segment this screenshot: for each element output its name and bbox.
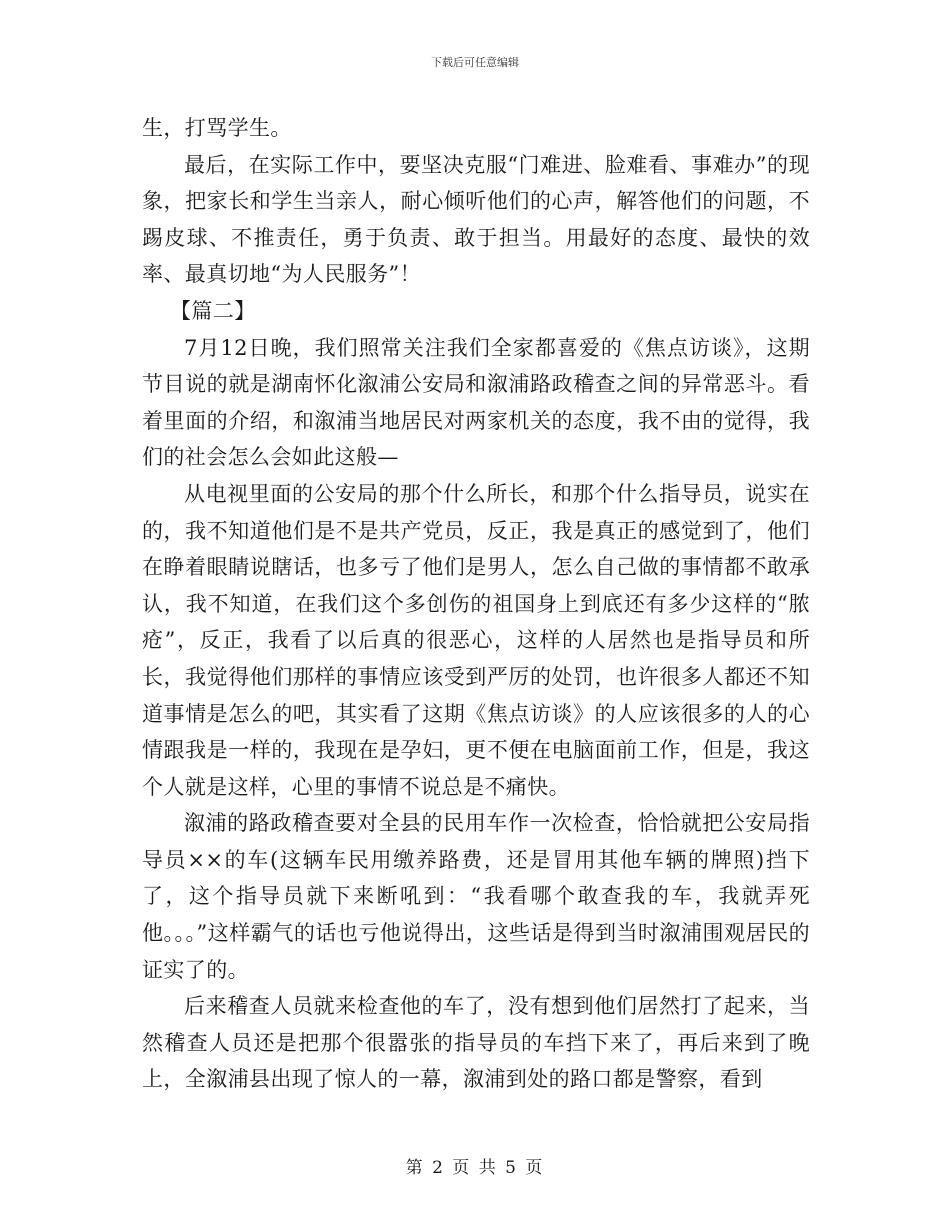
section-heading: 【篇二】: [170, 298, 256, 323]
paragraph: 从电视里面的公安局的那个什么所长，和那个什么指导员，说实在的，我不知道他们是不是共产党员，反正，我是真正的感觉到了，他们在睁着眼睛说瞎话，也多亏了他们是男人，怎么自己做的事情都不敢承认，我不知道，在我们这个多创伤的祖国身上到底还有多少这样的“脓疮”，反正，我看了以后真的很恶心，这样的人居然也是指导员和所长，我觉得他们那样的事情应该受到严厉的处罚，也许很多人都还不知道事情是怎么的吧，其实看了这期《焦点访谈》的人应该很多的人的心情跟我是一样的，我现在是孕妇，更不便在电脑面前工作，但是，我这个人就是这样，心里的事情不说总是不痛快。: [142, 481, 810, 799]
paragraph: 7月12日晚，我们照常关注我们全家都喜爱的《焦点访谈》，这期节目说的就是湖南怀化溆浦公安局和溆浦路政稽查之间的异常恶斗。看着里面的介绍，和溆浦当地居民对两家机关的态度，我不由的觉得，我们的社会怎么会如此这般—: [142, 335, 810, 470]
page-header-note: 下载后可任意编辑: [431, 56, 519, 69]
page-number-footer: 第 2 页 共 5 页: [405, 1158, 545, 1178]
document-body: [142, 110, 810, 1098]
paragraph-continuation: 生，打骂学生。: [142, 116, 292, 140]
paragraph: 溆浦的路政稽查要对全县的民用车作一次检查，恰恰就把公安局指导员××的车(这辆车民用缴养路费，还是冒用其他车辆的牌照)挡下了，这个指导员就下来断吼到：“我看哪个敢查我的车，我就弄死他。。。”这样霸气的话也亏他说得出，这些话是得到当时溆浦围观居民的证实了的。: [142, 811, 810, 982]
paragraph: 后来稽查人员就来检查他的车了，没有想到他们居然打了起来，当然稽查人员还是把那个很嚣张的指导员的车挡下来了，再后来到了晚上，全溆浦县出现了惊人的一幕，溆浦到处的路口都是警察，看到: [142, 994, 810, 1092]
paragraph: 最后，在实际工作中，要坚决克服“门难进、脸难看、事难办”的现象，把家长和学生当亲人，耐心倾听他们的心声，解答他们的问题，不踢皮球、不推责任，勇于负责、敢于担当。用最好的态度、最快的效率、最真切地“为人民服务”！: [142, 152, 810, 287]
